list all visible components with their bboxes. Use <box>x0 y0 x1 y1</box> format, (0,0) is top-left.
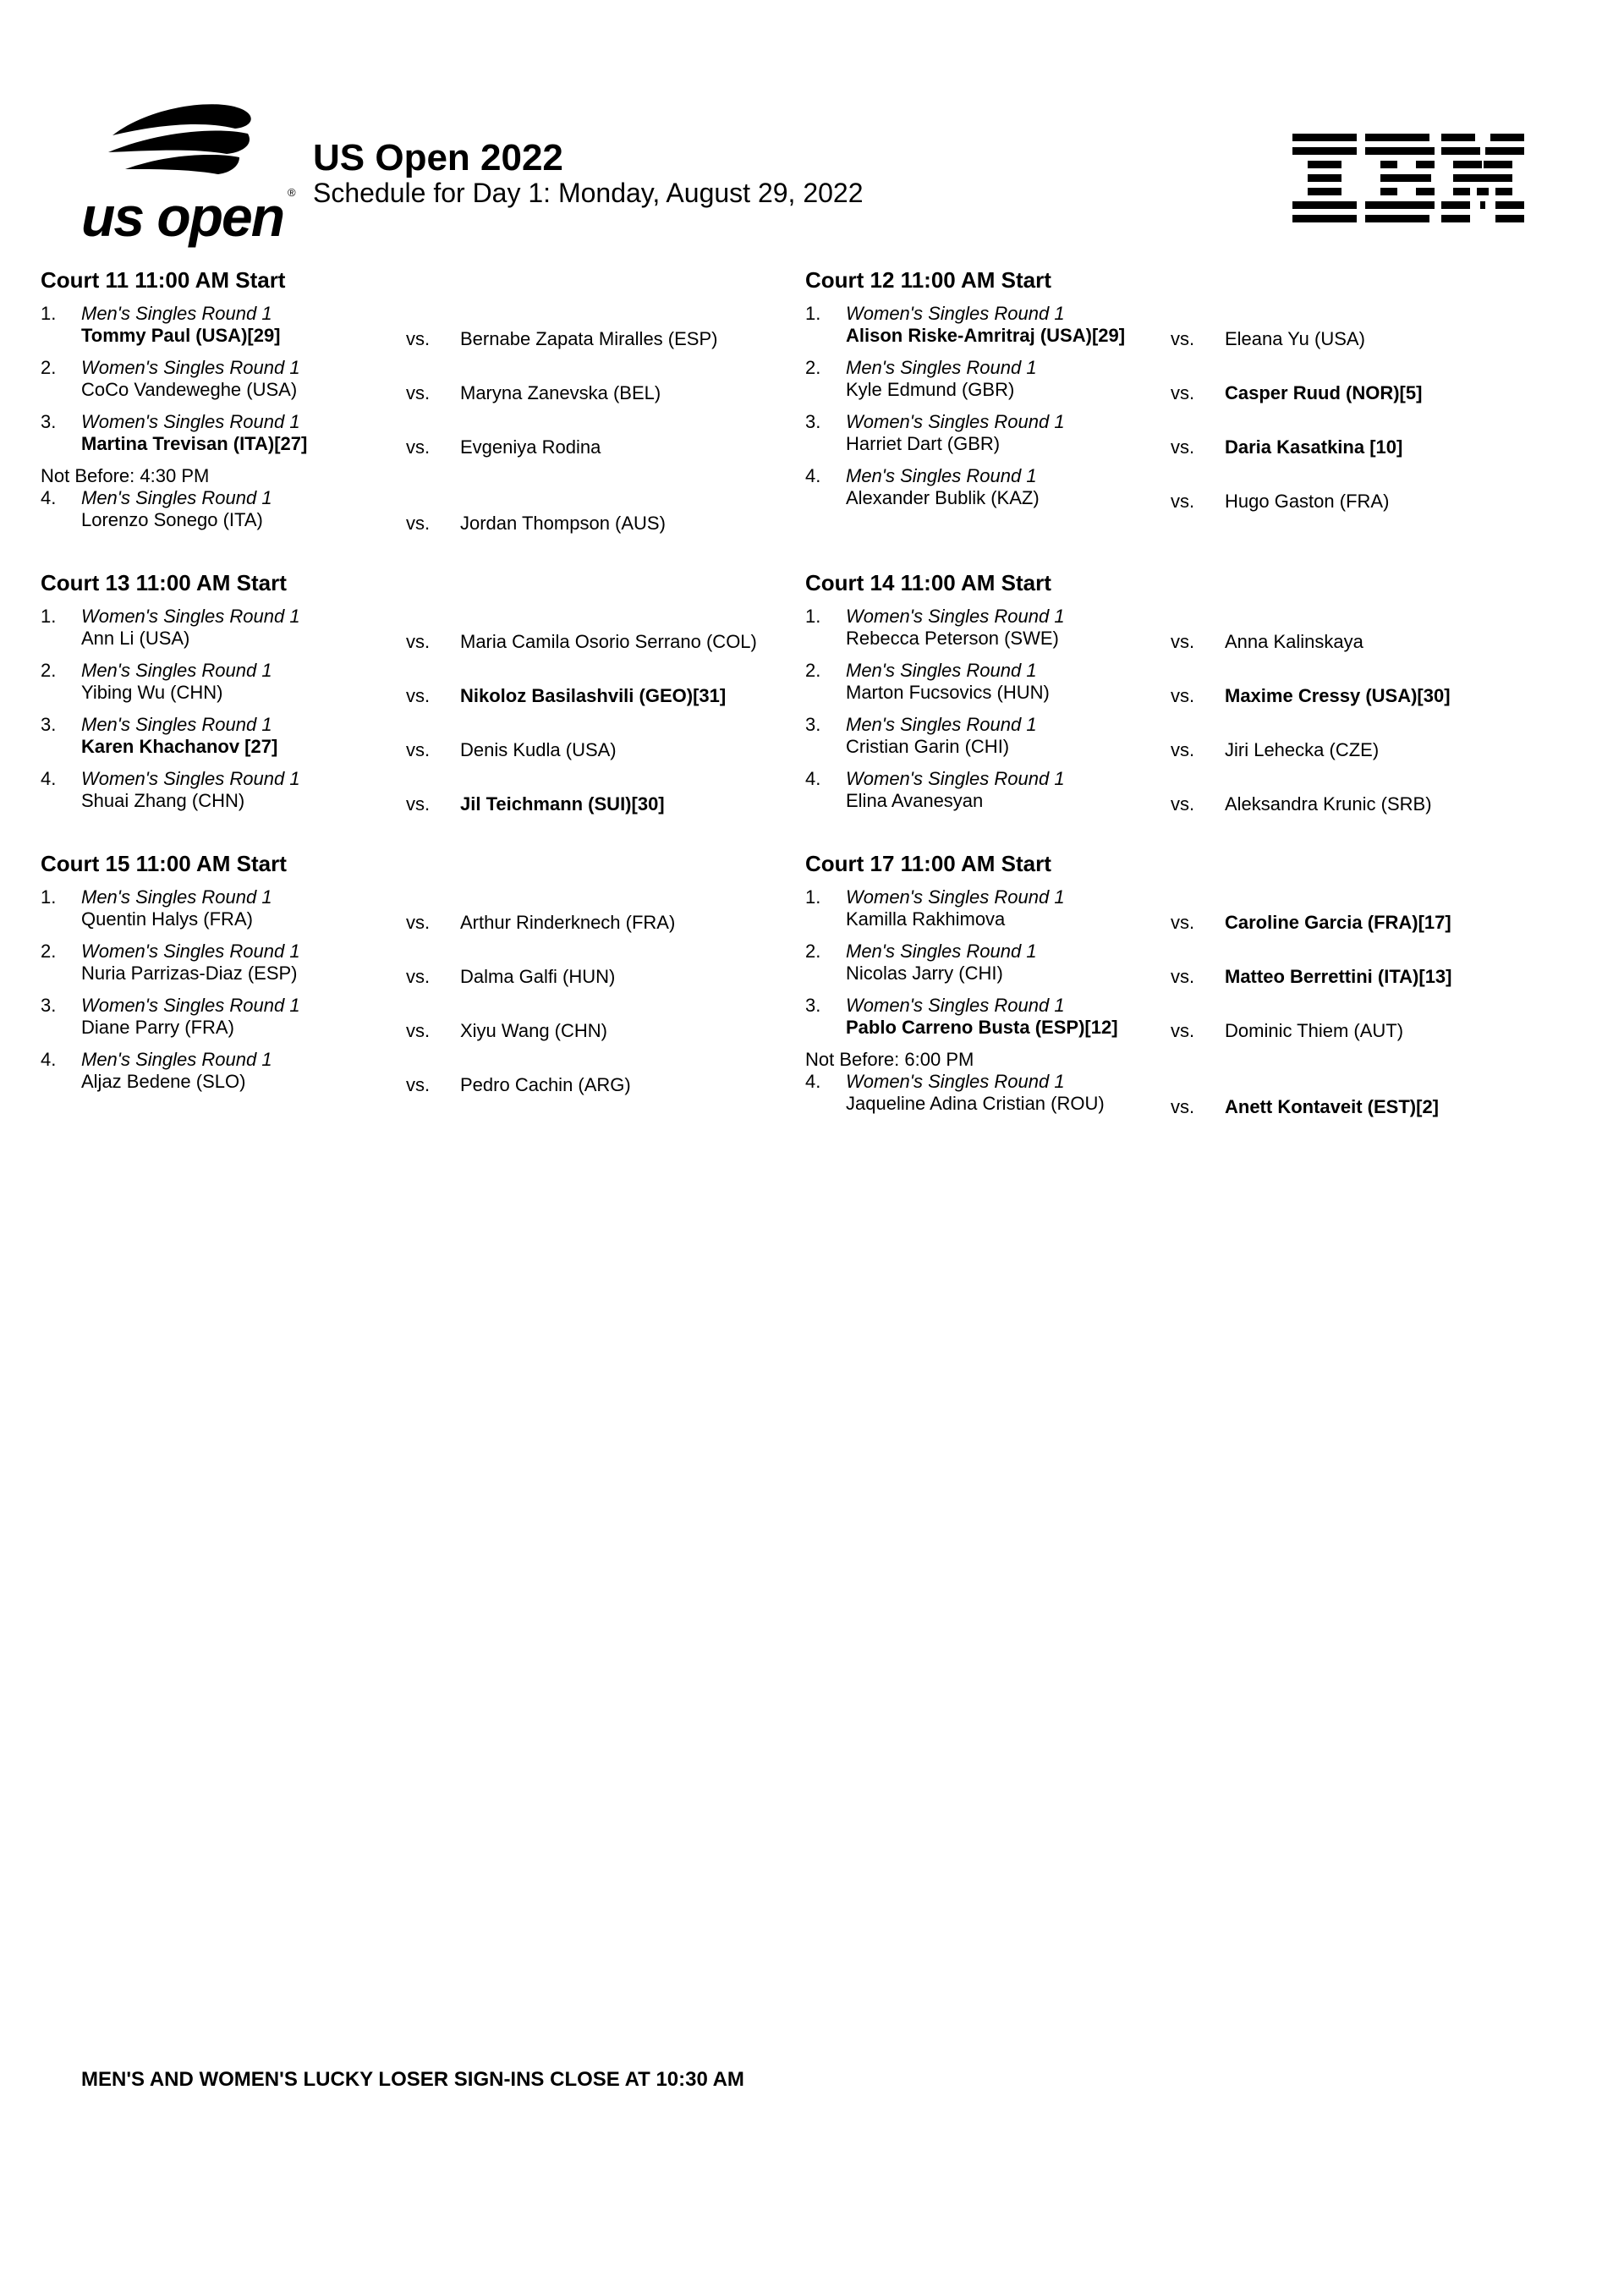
court-11-match-1 <box>41 301 785 350</box>
player-1: Aljaz Bedene (SLO) <box>81 1071 246 1092</box>
vs-label: vs. <box>1171 1096 1195 1117</box>
court-17-match-4 <box>805 1069 1550 1118</box>
match-number: 4. <box>805 465 821 486</box>
match-round: Women's Singles Round 1 <box>81 941 300 962</box>
match-round: Women's Singles Round 1 <box>846 768 1065 789</box>
player-1: Kyle Edmund (GBR) <box>846 379 1015 400</box>
court-11-match-4 <box>41 485 785 535</box>
player-1: Nicolas Jarry (CHI) <box>846 963 1003 984</box>
vs-label: vs. <box>1171 491 1195 512</box>
vs-label: vs. <box>1171 685 1195 706</box>
ibm-logo-icon <box>1292 134 1526 222</box>
flame-icon <box>74 101 303 186</box>
player-1: Cristian Garin (CHI) <box>846 736 1010 757</box>
match-number: 4. <box>41 768 57 789</box>
vs-label: vs. <box>1171 328 1195 349</box>
match-round: Women's Singles Round 1 <box>81 768 300 789</box>
player-2: Maxime Cressy (USA)[30] <box>1225 685 1451 706</box>
vs-label: vs. <box>1171 793 1195 815</box>
match-number: 3. <box>41 411 57 432</box>
match-number: 2. <box>805 660 821 681</box>
match-number: 3. <box>805 411 821 432</box>
player-1: Alexander Bublik (KAZ) <box>846 487 1040 508</box>
player-1: Jaqueline Adina Cristian (ROU) <box>846 1093 1105 1114</box>
page-title: US Open 2022 <box>313 137 563 178</box>
court-13-header: Court 13 11:00 AM Start <box>41 570 287 595</box>
court-13-match-3 <box>41 712 785 761</box>
vs-label: vs. <box>406 966 431 987</box>
logo-text: us open <box>81 185 284 248</box>
not-before-note: Not Before: 6:00 PM <box>805 1049 974 1070</box>
court-15-match-3 <box>41 993 785 1042</box>
match-number: 2. <box>805 941 821 962</box>
player-2: Arthur Rinderknech (FRA) <box>460 912 676 933</box>
vs-label: vs. <box>406 793 431 815</box>
vs-label: vs. <box>1171 912 1195 933</box>
court-12-match-4 <box>805 464 1550 513</box>
player-2: Anna Kalinskaya <box>1225 631 1363 652</box>
court-17-match-1 <box>805 885 1550 934</box>
court-12-match-2 <box>805 355 1550 404</box>
player-1: Harriet Dart (GBR) <box>846 433 1001 454</box>
player-2: Dominic Thiem (AUT) <box>1225 1020 1404 1041</box>
player-2: Eleana Yu (USA) <box>1225 328 1365 349</box>
court-14-match-2 <box>805 658 1550 707</box>
match-round: Women's Singles Round 1 <box>81 357 300 378</box>
match-round: Men's Singles Round 1 <box>846 714 1037 735</box>
player-1: Karen Khachanov [27] <box>81 736 278 757</box>
match-round: Men's Singles Round 1 <box>846 660 1037 681</box>
match-number: 3. <box>805 714 821 735</box>
player-1: Diane Parry (FRA) <box>81 1017 234 1038</box>
vs-label: vs. <box>406 1020 431 1041</box>
player-1: Ann Li (USA) <box>81 628 190 649</box>
player-1: Yibing Wu (CHN) <box>81 682 223 703</box>
match-number: 2. <box>805 357 821 378</box>
match-number: 3. <box>805 995 821 1016</box>
player-1: Martina Trevisan (ITA)[27] <box>81 433 308 454</box>
match-round: Women's Singles Round 1 <box>81 606 300 627</box>
player-1: Nuria Parrizas-Diaz (ESP) <box>81 963 298 984</box>
court-13-match-4 <box>41 766 785 815</box>
vs-label: vs. <box>406 513 431 534</box>
player-2: Dalma Galfi (HUN) <box>460 966 616 987</box>
player-1: Marton Fucsovics (HUN) <box>846 682 1050 703</box>
court-14-match-1 <box>805 604 1550 653</box>
match-round: Men's Singles Round 1 <box>81 487 272 508</box>
vs-label: vs. <box>406 631 431 652</box>
vs-label: vs. <box>1171 1020 1195 1041</box>
match-number: 1. <box>805 606 821 627</box>
vs-label: vs. <box>406 328 431 349</box>
match-round: Women's Singles Round 1 <box>846 606 1065 627</box>
court-11-match-2 <box>41 355 785 404</box>
player-1: Quentin Halys (FRA) <box>81 908 253 930</box>
player-2: Denis Kudla (USA) <box>460 739 617 760</box>
player-1: Kamilla Rakhimova <box>846 908 1006 930</box>
court-12-header: Court 12 11:00 AM Start <box>805 267 1051 293</box>
match-round: Men's Singles Round 1 <box>81 886 272 908</box>
registered-mark-icon: ® <box>288 186 296 199</box>
vs-label: vs. <box>406 739 431 760</box>
match-round: Women's Singles Round 1 <box>846 886 1065 908</box>
match-round: Women's Singles Round 1 <box>846 411 1065 432</box>
match-round: Women's Singles Round 1 <box>81 995 300 1016</box>
vs-label: vs. <box>406 912 431 933</box>
player-2: Casper Ruud (NOR)[5] <box>1225 382 1423 403</box>
us-open-logo <box>74 101 303 248</box>
court-17-match-2 <box>805 939 1550 988</box>
court-15-header: Court 15 11:00 AM Start <box>41 851 287 876</box>
match-number: 4. <box>41 487 57 508</box>
court-14-match-3 <box>805 712 1550 761</box>
player-2: Anett Kontaveit (EST)[2] <box>1225 1096 1439 1117</box>
match-round: Women's Singles Round 1 <box>846 303 1065 324</box>
player-1: Shuai Zhang (CHN) <box>81 790 245 811</box>
player-1: Pablo Carreno Busta (ESP)[12] <box>846 1017 1118 1038</box>
match-round: Men's Singles Round 1 <box>81 1049 272 1070</box>
player-2: Pedro Cachin (ARG) <box>460 1074 631 1095</box>
match-number: 1. <box>41 886 57 908</box>
court-15-match-4 <box>41 1047 785 1096</box>
court-12-match-3 <box>805 409 1550 458</box>
vs-label: vs. <box>406 1074 431 1095</box>
court-15-match-1 <box>41 885 785 934</box>
player-1: CoCo Vandeweghe (USA) <box>81 379 298 400</box>
match-round: Men's Singles Round 1 <box>846 465 1037 486</box>
player-2: Xiyu Wang (CHN) <box>460 1020 607 1041</box>
player-2: Matteo Berrettini (ITA)[13] <box>1225 966 1452 987</box>
court-12-match-1 <box>805 301 1550 350</box>
court-17-header: Court 17 11:00 AM Start <box>805 851 1051 876</box>
vs-label: vs. <box>406 382 431 403</box>
court-14-header: Court 14 11:00 AM Start <box>805 570 1051 595</box>
player-2: Daria Kasatkina [10] <box>1225 436 1403 458</box>
player-1: Elina Avanesyan <box>846 790 984 811</box>
match-round: Women's Singles Round 1 <box>846 995 1065 1016</box>
match-number: 2. <box>41 357 57 378</box>
player-1: Tommy Paul (USA)[29] <box>81 325 281 346</box>
ibm-logo <box>1292 134 1526 222</box>
court-13-match-2 <box>41 658 785 707</box>
match-number: 1. <box>41 303 57 324</box>
player-2: Bernabe Zapata Miralles (ESP) <box>460 328 718 349</box>
player-1: Lorenzo Sonego (ITA) <box>81 509 263 530</box>
vs-label: vs. <box>1171 966 1195 987</box>
match-round: Men's Singles Round 1 <box>846 941 1037 962</box>
match-round: Men's Singles Round 1 <box>81 714 272 735</box>
match-number: 1. <box>805 886 821 908</box>
player-2: Aleksandra Krunic (SRB) <box>1225 793 1432 815</box>
match-round: Women's Singles Round 1 <box>81 411 300 432</box>
player-2: Nikoloz Basilashvili (GEO)[31] <box>460 685 727 706</box>
court-15-match-2 <box>41 939 785 988</box>
lucky-loser-notice: MEN'S AND WOMEN'S LUCKY LOSER SIGN-INS CLOSE AT 10:30 AM <box>81 2068 744 2091</box>
match-number: 3. <box>41 995 57 1016</box>
player-2: Jordan Thompson (AUS) <box>460 513 666 534</box>
match-number: 1. <box>41 606 57 627</box>
match-round: Women's Singles Round 1 <box>846 1071 1065 1092</box>
player-2: Maryna Zanevska (BEL) <box>460 382 661 403</box>
vs-label: vs. <box>1171 631 1195 652</box>
match-round: Men's Singles Round 1 <box>81 303 272 324</box>
page-subtitle: Schedule for Day 1: Monday, August 29, 2022 <box>313 178 864 208</box>
vs-label: vs. <box>1171 739 1195 760</box>
court-11-match-3 <box>41 409 785 458</box>
vs-label: vs. <box>1171 382 1195 403</box>
player-2: Caroline Garcia (FRA)[17] <box>1225 912 1451 933</box>
player-2: Evgeniya Rodina <box>460 436 601 458</box>
match-number: 2. <box>41 941 57 962</box>
not-before-note: Not Before: 4:30 PM <box>41 465 210 486</box>
match-round: Men's Singles Round 1 <box>846 357 1037 378</box>
match-round: Men's Singles Round 1 <box>81 660 272 681</box>
player-2: Jil Teichmann (SUI)[30] <box>460 793 665 815</box>
court-14-match-4 <box>805 766 1550 815</box>
match-number: 4. <box>805 768 821 789</box>
match-number: 4. <box>41 1049 57 1070</box>
court-13-match-1 <box>41 604 785 653</box>
court-11-header: Court 11 11:00 AM Start <box>41 267 286 293</box>
vs-label: vs. <box>406 685 431 706</box>
player-1: Rebecca Peterson (SWE) <box>846 628 1059 649</box>
player-2: Maria Camila Osorio Serrano (COL) <box>460 631 757 652</box>
vs-label: vs. <box>406 436 431 458</box>
vs-label: vs. <box>1171 436 1195 458</box>
match-number: 2. <box>41 660 57 681</box>
player-2: Jiri Lehecka (CZE) <box>1225 739 1380 760</box>
match-number: 3. <box>41 714 57 735</box>
player-2: Hugo Gaston (FRA) <box>1225 491 1390 512</box>
player-1: Alison Riske-Amritraj (USA)[29] <box>846 325 1126 346</box>
match-number: 4. <box>805 1071 821 1092</box>
court-17-match-3 <box>805 993 1550 1042</box>
match-number: 1. <box>805 303 821 324</box>
